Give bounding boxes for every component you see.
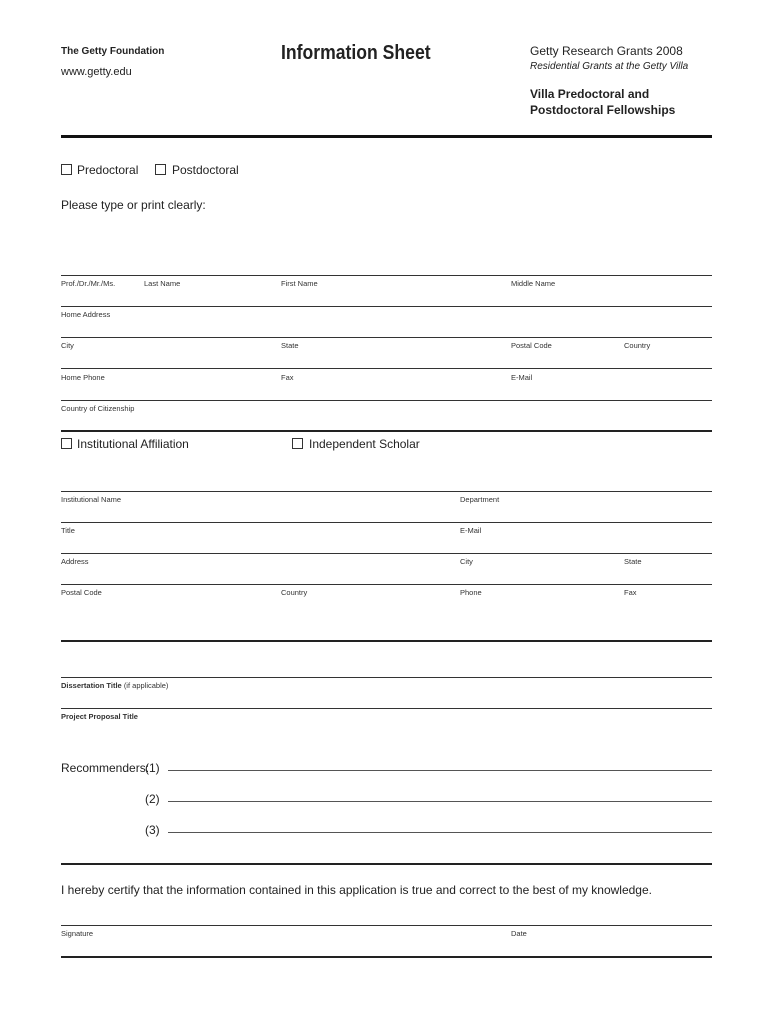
- affiliation-divider: [61, 430, 712, 432]
- dissertation-title-label: [61, 681, 168, 690]
- proposal-title-line[interactable]: [61, 708, 712, 709]
- instruction-text: Please type or print clearly:: [61, 198, 206, 212]
- prefix-label: Prof./Dr./Mr./Ms.: [61, 279, 116, 288]
- recommenders-label: Recommenders:: [61, 761, 150, 775]
- certification-statement: I hereby certify that the information contained in this application is true and correct to the best of my knowledge.: [61, 883, 652, 897]
- signature-label: Signature: [61, 929, 94, 938]
- recommender-1-label: (1): [145, 761, 160, 775]
- phone-line[interactable]: [61, 368, 712, 369]
- institution-state-label: State: [624, 557, 642, 566]
- footer-divider: [61, 956, 712, 958]
- grant-name: Getty Research Grants 2008: [530, 44, 683, 58]
- recommender-3-label: (3): [145, 823, 160, 837]
- proposal-title-label: [61, 712, 138, 721]
- institution-fax-label: Fax: [624, 588, 637, 597]
- institution-title-label: Title: [61, 526, 75, 535]
- recommender-2-label: (2): [145, 792, 160, 806]
- proposal-title-text: Project Proposal Title: [61, 712, 138, 721]
- institution-address-line[interactable]: [61, 553, 712, 554]
- institution-postal-line[interactable]: [61, 584, 712, 585]
- citizenship-label: Country of Citizenship: [61, 404, 135, 413]
- recommender-3-line[interactable]: [168, 832, 712, 833]
- email-label: E-Mail: [511, 373, 533, 382]
- fax-label: Fax: [281, 373, 294, 382]
- institution-address-label: Address: [61, 557, 89, 566]
- dissertation-title-line[interactable]: [61, 677, 712, 678]
- website-link[interactable]: www.getty.edu: [61, 66, 132, 78]
- home-address-label: Home Address: [61, 310, 111, 319]
- institution-country-label: Country: [281, 588, 308, 597]
- institution-name-line[interactable]: [61, 491, 712, 492]
- grant-subtitle: Residential Grants at the Getty Villa: [530, 61, 689, 72]
- certification-divider: [61, 863, 712, 865]
- project-divider: [61, 640, 712, 642]
- predoctoral-label: Predoctoral: [77, 163, 139, 177]
- institution-postal-code-label: Postal Code: [61, 588, 102, 597]
- title-line[interactable]: [61, 522, 712, 523]
- department-label: Department: [460, 495, 500, 504]
- signature-line[interactable]: [61, 925, 712, 926]
- institutional-affiliation-label: Institutional Affiliation: [77, 437, 189, 451]
- date-label: Date: [511, 929, 527, 938]
- country-label: Country: [624, 341, 651, 350]
- independent-scholar-label: Independent Scholar: [309, 437, 420, 451]
- institution-name-label: Institutional Name: [61, 495, 122, 504]
- city-label: City: [61, 341, 74, 350]
- last-name-label: Last Name: [144, 279, 181, 288]
- home-address-line[interactable]: [61, 306, 712, 307]
- dissertation-title-text: Dissertation Title: [61, 681, 122, 690]
- institutional-affiliation-checkbox[interactable]: [61, 438, 72, 449]
- postdoctoral-checkbox[interactable]: [155, 164, 166, 175]
- fellowship-line-2: Postdoctoral Fellowships: [530, 103, 676, 117]
- state-label: State: [281, 341, 299, 350]
- postdoctoral-label: Postdoctoral: [172, 163, 239, 177]
- fellowship-line-1: Villa Predoctoral and: [530, 87, 650, 101]
- home-phone-label: Home Phone: [61, 373, 105, 382]
- institution-city-label: City: [460, 557, 473, 566]
- institution-email-label: E-Mail: [460, 526, 482, 535]
- recommender-1-line[interactable]: [168, 770, 712, 771]
- header-divider: [61, 135, 712, 138]
- recommender-2-line[interactable]: [168, 801, 712, 802]
- page-title: Information Sheet: [281, 42, 431, 64]
- institution-phone-label: Phone: [460, 588, 482, 597]
- predoctoral-checkbox[interactable]: [61, 164, 72, 175]
- independent-scholar-checkbox[interactable]: [292, 438, 303, 449]
- organization-name: The Getty Foundation: [61, 46, 165, 57]
- postal-code-label: Postal Code: [511, 341, 552, 350]
- dissertation-note: (if applicable): [123, 681, 169, 690]
- fellowship-heading: [530, 86, 675, 118]
- city-line[interactable]: [61, 337, 712, 338]
- first-name-label: First Name: [281, 279, 318, 288]
- name-line[interactable]: [61, 275, 712, 276]
- citizenship-line[interactable]: [61, 400, 712, 401]
- middle-name-label: Middle Name: [511, 279, 556, 288]
